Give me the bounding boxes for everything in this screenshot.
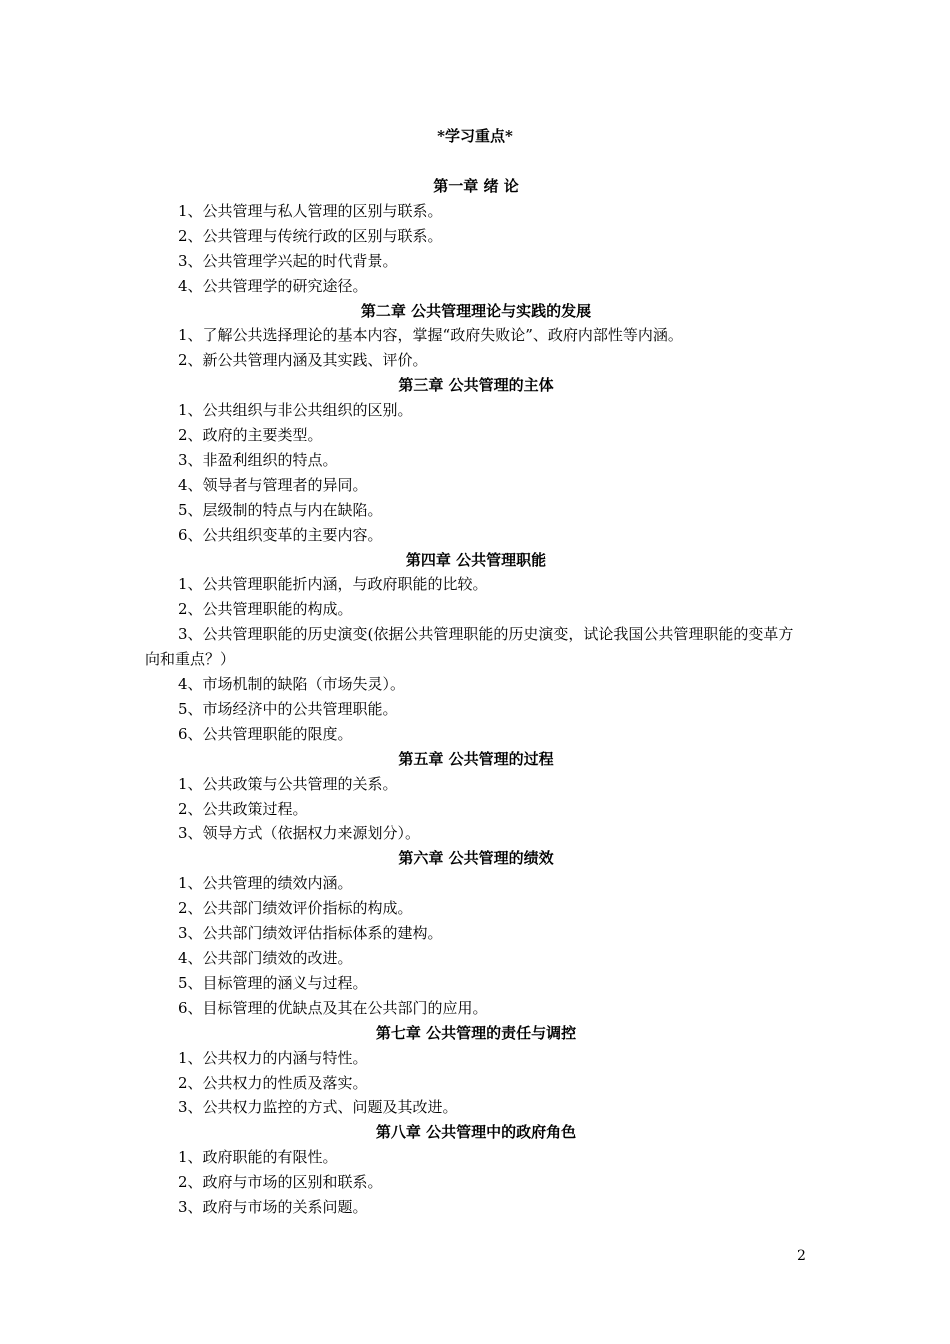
study-point-item: 3、公共权力监控的方式、问题及其改进。 — [178, 1098, 458, 1117]
study-point-item: 3、领导方式（依据权力来源划分）。 — [178, 824, 421, 843]
chapter-heading: 第四章 公共管理职能 — [405, 550, 547, 569]
study-point-item: 4、领导者与管理者的异同。 — [178, 475, 368, 494]
chapter-section — [145, 1021, 807, 1121]
study-point-item: 6、目标管理的优缺点及其在公共部门的应用。 — [178, 998, 488, 1017]
study-point-item: 3、公共管理职能的历史演变(依据公共管理职能的历史演变，试论我国公共管理职能的变革方向和重点？） — [145, 625, 794, 669]
study-point-item: 1、了解公共选择理论的基本内容，掌握“政府失败论”、政府内部性等内涵。 — [178, 326, 683, 345]
chapter-heading: 第五章 公共管理的过程 — [398, 749, 554, 768]
study-point-item: 2、公共权力的性质及落实。 — [178, 1073, 368, 1092]
study-point-item: 3、非盈利组织的特点。 — [178, 450, 338, 469]
study-point-item: 1、公共管理与私人管理的区别与联系。 — [178, 201, 443, 220]
chapter-heading: 第七章 公共管理的责任与调控 — [375, 1023, 577, 1042]
study-point-item: 1、公共权力的内涵与特性。 — [178, 1048, 368, 1067]
study-point-item: 2、公共管理职能的构成。 — [178, 600, 353, 619]
chapter-section — [145, 846, 807, 1020]
study-point-item: 2、政府与市场的区别和联系。 — [178, 1173, 383, 1192]
chapter-heading: 第二章 公共管理理论与实践的发展 — [360, 301, 592, 320]
study-point-item: 6、公共管理职能的限度。 — [178, 724, 353, 743]
chapter-section — [145, 174, 807, 299]
chapter-heading: 第三章 公共管理的主体 — [398, 376, 554, 395]
study-point-item: 3、公共部门绩效评估指标体系的建构。 — [178, 924, 443, 943]
study-point-item: 5、层级制的特点与内在缺陷。 — [178, 500, 383, 519]
study-point-item: 3、公共管理学兴起的时代背景。 — [178, 251, 398, 270]
study-point-item: 4、公共部门绩效的改进。 — [178, 949, 353, 967]
chapter-section — [145, 373, 807, 547]
document-body — [145, 174, 807, 1220]
study-point-item: 2、公共部门绩效评价指标的构成。 — [178, 899, 413, 918]
chapter-section — [145, 548, 807, 747]
study-point-item: 3、政府与市场的关系问题。 — [178, 1198, 368, 1217]
study-point-item: 1、政府职能的有限性。 — [178, 1148, 338, 1167]
study-point-item: 4、市场机制的缺陷（市场失灵）。 — [178, 675, 406, 694]
study-point-item: 5、市场经济中的公共管理职能。 — [178, 699, 398, 718]
study-point-item: 4、公共管理学的研究途径。 — [178, 276, 368, 295]
chapter-heading: 第八章 公共管理中的政府角色 — [375, 1123, 577, 1142]
study-point-item: 2、政府的主要类型。 — [178, 426, 323, 445]
study-point-item: 1、公共组织与非公共组织的区别。 — [178, 401, 413, 420]
study-point-item: 6、公共组织变革的主要内容。 — [178, 525, 383, 544]
study-point-item: 1、公共管理的绩效内涵。 — [178, 874, 353, 893]
chapter-heading: 第一章 绪 论 — [433, 177, 519, 195]
study-point-item: 2、公共管理与传统行政的区别与联系。 — [178, 226, 443, 245]
chapter-section — [145, 747, 807, 847]
study-point-item: 2、新公共管理内涵及其实践、评价。 — [178, 351, 428, 370]
chapter-section — [145, 1120, 807, 1220]
document-title: *学习重点* — [437, 127, 513, 145]
study-point-item: 5、目标管理的涵义与过程。 — [178, 973, 368, 992]
study-point-item: 2、公共政策过程。 — [178, 799, 308, 818]
study-point-item: 1、公共政策与公共管理的关系。 — [178, 774, 398, 793]
chapter-section — [145, 299, 807, 374]
page-number: 2 — [797, 1248, 806, 1264]
chapter-heading: 第六章 公共管理的绩效 — [398, 849, 554, 868]
study-point-item: 1、公共管理职能折内涵，与政府职能的比较。 — [178, 575, 488, 594]
